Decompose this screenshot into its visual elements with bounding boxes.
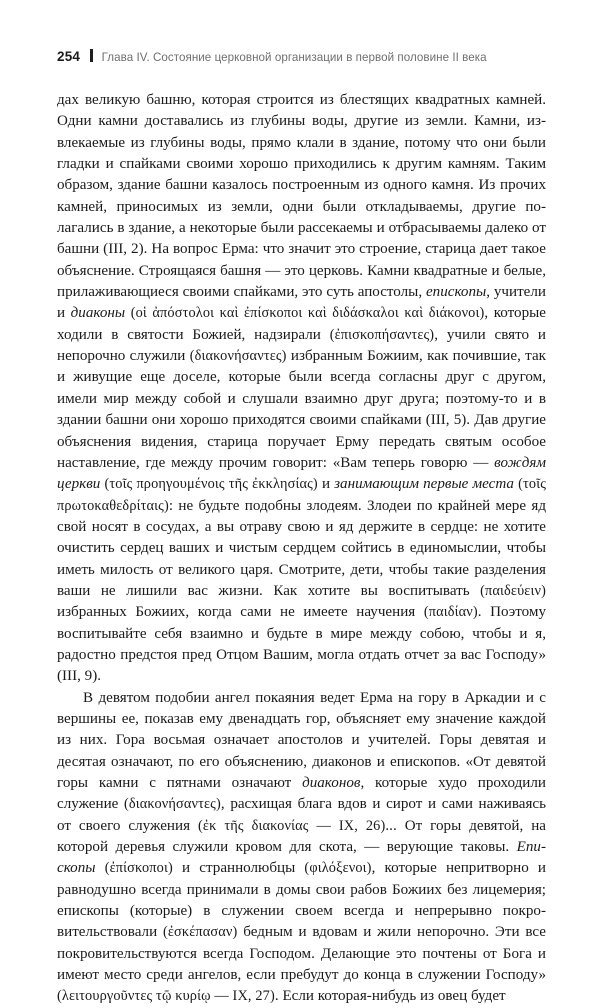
greek-citation-ek-tes-diakonias: (ἐκ τῆς διακονίας — IX, 26): [198, 817, 386, 834]
term-vozhdyam-cerkvi: вождям церкви: [57, 454, 546, 493]
chapter-title: Глава IV. Состояние церковной организации в первой половине II века: [101, 51, 487, 64]
greek-gloss-eskepasan: (ἐσκέπασαν): [162, 924, 238, 941]
term-episkopy: Епископы: [57, 839, 546, 877]
running-head: [57, 48, 545, 70]
greek-gloss-episkopoi: (ἐπίσκοποι): [104, 860, 173, 877]
greek-citation-leitourgountes: (λειτουργοῦντες τῷ κυρίῳ — IX, 27): [57, 988, 275, 1005]
paragraph-1: дах великую башню, которая строится из блестящих квадратных камней. Одни камни доставались из глубины воды, другие из земли. Камни, извлекаемые из глубины воды, прямо клали в здание, потому что они были гладки и спайками своими хорошо приходились к другим камням. Таким образом, здание башни казалось построенным из одного камня. Из прочих камней, приносимых из земли, одни были откладываемы, другие полагались в здание, а некоторые были рассекаемы и отбрасываемы далеко от башни (III, 2). На вопрос Ерма: что значит это строение, старица дает такое объяснение. Строящаяся башня — это церковь. Камни квадратные и белые, прилаживающиеся своими спайками, это суть апостолы, епископы, учители и диаконы (οἱ ἀπόστολοι καὶ ἐπίσκοποι καὶ διδάσκαλοι καὶ διάκονοι), которые ходили в святости Божией, надзирали (ἐπισκοπήσαντες), учили свято и непорочно служили (διακονήσαντες) избранным Божиим, как почившие, так и живущие еще доселе, которые были всегда согласны друг с другом, имели мир между собой и слушали взаимно друг друга; поэтому-то и в здании башни они хорошо приходятся своими спайками (III, 5). Дав другие объяснения видения, старица поручает Ерму передать святым особое наставление, где между прочим говорит: «Вам теперь говорю — вождям церкви (τοῖς προηγουμένοις τῆς ἐκκλησίας) и занимающим первые места (τοῖς πρωτοκαθεδρίταις): не будьте подобны злодеям. Злодеи по крайней мере яд свой носят в сосудах, а вы отраву свою и яд держите в сердце: не хотите очистить сердец ваших и чистым сердцем сойтись в единомыслии, чтобы иметь милость от великого царя. Смотрите, дети, чтобы такие разделения ваши не лишили вас жизни. Как хотите вы воспитывать (παιδεύειν) избранных Божиих, когда сами не имеете научения (παιδίαν). Поэтому воспитывайте себя взаимно и будьте в мире между собою, чтобы и я, радостно предстоя пред Отцом Вашим, могла отдать отчет за вас Господу» (III, 9).: [57, 92, 547, 685]
page-number: 254: [57, 49, 81, 64]
term-diakonov: диаконов: [302, 775, 361, 791]
greek-gloss-apostoloi: (οἱ ἀπόστολοι καὶ ἐπίσκοποι καὶ διδάσκαλοι καὶ διάκονοι): [130, 305, 485, 322]
greek-gloss-paidian: (παιδίαν): [423, 604, 478, 621]
greek-gloss-protokathedritais: (τοῖς πρωτοκαθεδρίταις): [57, 476, 547, 514]
header-separator-rule: [90, 49, 93, 62]
term-episcopy: епископы: [425, 284, 487, 301]
greek-gloss-paideuein: (παιδεύειν): [480, 582, 546, 599]
greek-gloss-diakonesantes-1: (διακονήσαντες): [189, 348, 287, 365]
greek-gloss-proegoumenois: (τοῖς προηγουμένοις τῆς ἐκκλησίας): [104, 476, 318, 493]
term-diakony: диаконы: [70, 305, 126, 322]
greek-gloss-diakonesantes-2: (διακονήσαντες): [124, 796, 221, 813]
paragraph-2: В девятом подобии ангел покаяния ведет Ерма на гору в Аркадии и с вершины ее, показав ему двенадцать гор, объясняет ему значение каждой из них. Гора восьмая означает апостолов и учителей. Горы девятая и десятая означают, по его объяснению, диаконов и епископов. «От девятой горы камни с пятнами означают диаконов, которые худо проходили служение (διακονήσαντες), расхищая блага вдов и сирот и сами наживаясь от своего служения (ἐκ τῆς διακονίας — IX, 26)... От горы девятой, на которой деревья служили кровом для скота, — верующие таковы. Епископы (ἐπίσκοποι) и страннолюбцы (φιλόξενοι), которые непритворно и равнодушно всегда принимали в домы свои рабов Божиих без лицемерия; епископы (которые) в служении своем всегда и непрерывно покровительствовали (ἐσκέπασαν) бедным и вдовам и жили непорочно. Эти все покровительствуются всегда Господом. Делающие это почтены от Бога и имеют место среди ангелов, если пребудут до конца в служении Господу» (λειτουργοῦντες τῷ κυρίῳ — IX, 27). Если которая-нибудь из овец будет: [57, 689, 546, 1005]
term-zanimayushchim-pervye-mesta: занимающим первые места: [334, 476, 514, 493]
body-text-block: [57, 90, 546, 1008]
greek-gloss-episkopesantes: (ἐπισκοπήσαντες): [329, 326, 435, 343]
greek-gloss-philoxenoi: (φιλόξενοι): [304, 860, 372, 877]
